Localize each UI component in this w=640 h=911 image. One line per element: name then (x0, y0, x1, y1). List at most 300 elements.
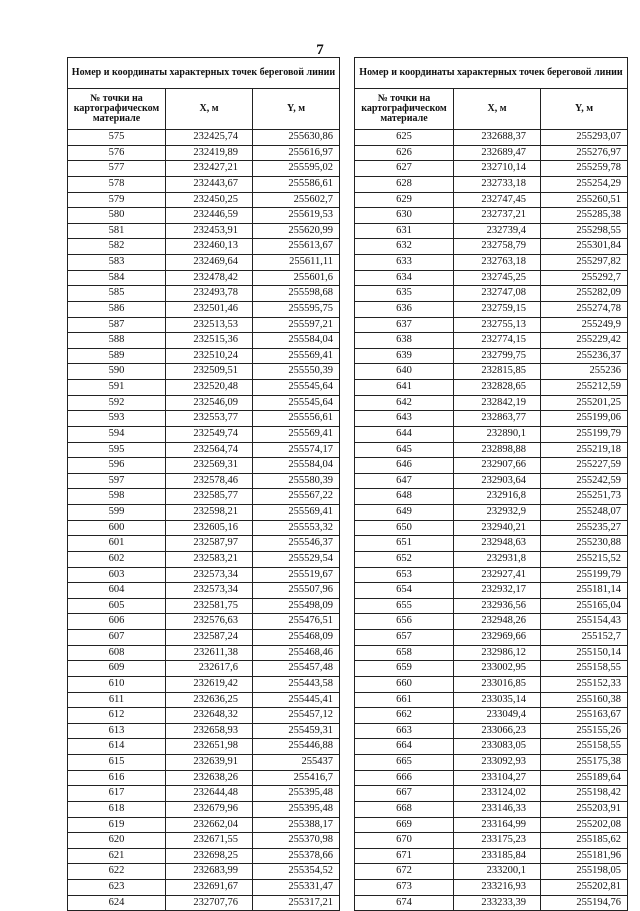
table-body (68, 130, 340, 911)
x-coordinate-cell: 232453,91 (166, 223, 253, 239)
table-row (355, 380, 628, 396)
y-coordinate-cell: 255298,55 (541, 223, 628, 239)
table-row (68, 801, 340, 817)
table-row (355, 505, 628, 521)
point-number-cell: 592 (68, 395, 166, 411)
table-row (355, 130, 628, 146)
table-row (355, 395, 628, 411)
y-coordinate-cell: 255388,17 (253, 817, 340, 833)
table-row (355, 645, 628, 661)
table-row (355, 442, 628, 458)
table-row (355, 348, 628, 364)
y-coordinate-cell: 255446,88 (253, 739, 340, 755)
point-number-cell: 632 (355, 239, 454, 255)
table-row (355, 848, 628, 864)
point-number-cell: 618 (68, 801, 166, 817)
point-number-cell: 653 (355, 567, 454, 583)
table-row (355, 426, 628, 442)
table-row (68, 208, 340, 224)
point-number-cell: 650 (355, 520, 454, 536)
x-coordinate-cell: 232638,26 (166, 770, 253, 786)
coordinates-table-right (354, 57, 628, 911)
point-number-cell: 623 (68, 880, 166, 896)
y-coordinate-cell: 255154,43 (541, 614, 628, 630)
point-number-cell: 584 (68, 270, 166, 286)
table-row (68, 364, 340, 380)
x-coordinate-cell: 232916,8 (454, 489, 541, 505)
x-coordinate-cell: 232605,16 (166, 520, 253, 536)
y-coordinate-cell: 255443,58 (253, 676, 340, 692)
x-coordinate-cell: 232587,97 (166, 536, 253, 552)
y-coordinate-cell: 255236 (541, 364, 628, 380)
table-row (355, 739, 628, 755)
x-coordinate-cell: 233146,33 (454, 801, 541, 817)
table-row (68, 630, 340, 646)
table-row (355, 536, 628, 552)
point-number-cell: 576 (68, 145, 166, 161)
y-coordinate-cell: 255292,7 (541, 270, 628, 286)
point-number-cell: 612 (68, 708, 166, 724)
y-coordinate-cell: 255181,96 (541, 848, 628, 864)
table-row (355, 755, 628, 771)
y-coordinate-cell: 255158,55 (541, 739, 628, 755)
table-row (68, 614, 340, 630)
y-coordinate-cell: 255613,67 (253, 239, 340, 255)
y-coordinate-cell: 255457,12 (253, 708, 340, 724)
table-row (355, 708, 628, 724)
point-number-cell: 640 (355, 364, 454, 380)
x-coordinate-cell: 232745,25 (454, 270, 541, 286)
y-coordinate-cell: 255152,7 (541, 630, 628, 646)
point-number-cell: 667 (355, 786, 454, 802)
table-row (68, 458, 340, 474)
y-coordinate-cell: 255529,54 (253, 551, 340, 567)
table-row (355, 301, 628, 317)
point-number-cell: 661 (355, 692, 454, 708)
y-coordinate-cell: 255354,52 (253, 864, 340, 880)
point-number-cell: 628 (355, 176, 454, 192)
table-row (68, 755, 340, 771)
point-number-cell: 596 (68, 458, 166, 474)
point-number-cell: 642 (355, 395, 454, 411)
x-coordinate-cell: 232739,4 (454, 223, 541, 239)
point-number-cell: 645 (355, 442, 454, 458)
y-coordinate-cell: 255457,48 (253, 661, 340, 677)
table-row (68, 442, 340, 458)
table-row (355, 692, 628, 708)
table-row (355, 255, 628, 271)
table-body (355, 130, 628, 911)
table-row (68, 411, 340, 427)
y-coordinate-cell: 255602,7 (253, 192, 340, 208)
point-number-cell: 616 (68, 770, 166, 786)
y-coordinate-cell: 255630,86 (253, 130, 340, 146)
x-coordinate-cell: 232583,21 (166, 551, 253, 567)
y-coordinate-cell: 255301,84 (541, 239, 628, 255)
y-coordinate-cell: 255198,05 (541, 864, 628, 880)
point-number-cell: 603 (68, 567, 166, 583)
table-row (68, 598, 340, 614)
table-row (68, 348, 340, 364)
table-row (68, 708, 340, 724)
x-coordinate-cell: 232636,25 (166, 692, 253, 708)
x-coordinate-cell: 232948,26 (454, 614, 541, 630)
table-row (355, 614, 628, 630)
point-number-cell: 665 (355, 755, 454, 771)
x-coordinate-cell: 232443,67 (166, 176, 253, 192)
point-number-cell: 648 (355, 489, 454, 505)
x-coordinate-cell: 232546,09 (166, 395, 253, 411)
table-title: Номер и координаты характерных точек береговой линии (355, 58, 628, 89)
point-number-cell: 655 (355, 598, 454, 614)
column-header-point-number: № точки на картографическом материале (68, 89, 166, 130)
point-number-cell: 583 (68, 255, 166, 271)
x-coordinate-cell: 232573,34 (166, 583, 253, 599)
table-row (68, 473, 340, 489)
point-number-cell: 647 (355, 473, 454, 489)
column-header-point-number: № точки на картографическом материале (355, 89, 454, 130)
point-number-cell: 586 (68, 301, 166, 317)
point-number-cell: 581 (68, 223, 166, 239)
y-coordinate-cell: 255175,38 (541, 755, 628, 771)
y-coordinate-cell: 255476,51 (253, 614, 340, 630)
x-coordinate-cell: 232689,47 (454, 145, 541, 161)
y-coordinate-cell: 255248,07 (541, 505, 628, 521)
x-coordinate-cell: 233175,23 (454, 833, 541, 849)
y-coordinate-cell: 255235,27 (541, 520, 628, 536)
y-coordinate-cell: 255569,41 (253, 348, 340, 364)
table-row (68, 176, 340, 192)
table-row (68, 770, 340, 786)
y-coordinate-cell: 255550,39 (253, 364, 340, 380)
x-coordinate-cell: 232863,77 (454, 411, 541, 427)
point-number-cell: 666 (355, 770, 454, 786)
x-coordinate-cell: 233035,14 (454, 692, 541, 708)
x-coordinate-cell: 232619,42 (166, 676, 253, 692)
y-coordinate-cell: 255437 (253, 755, 340, 771)
point-number-cell: 639 (355, 348, 454, 364)
table-row (68, 676, 340, 692)
table-row (68, 536, 340, 552)
table-row (68, 567, 340, 583)
x-coordinate-cell: 232691,67 (166, 880, 253, 896)
x-coordinate-cell: 232932,17 (454, 583, 541, 599)
x-coordinate-cell: 232469,64 (166, 255, 253, 271)
y-coordinate-cell: 255597,21 (253, 317, 340, 333)
point-number-cell: 641 (355, 380, 454, 396)
y-coordinate-cell: 255586,61 (253, 176, 340, 192)
table-row (68, 692, 340, 708)
y-coordinate-cell: 255155,26 (541, 723, 628, 739)
point-number-cell: 635 (355, 286, 454, 302)
x-coordinate-cell: 232576,63 (166, 614, 253, 630)
y-coordinate-cell: 255595,02 (253, 161, 340, 177)
y-coordinate-cell: 255546,37 (253, 536, 340, 552)
y-coordinate-cell: 255236,37 (541, 348, 628, 364)
x-coordinate-cell: 232759,15 (454, 301, 541, 317)
point-number-cell: 662 (355, 708, 454, 724)
x-coordinate-cell: 232931,8 (454, 551, 541, 567)
x-coordinate-cell: 232986,12 (454, 645, 541, 661)
table-row (355, 598, 628, 614)
table-row (355, 317, 628, 333)
table-row (68, 161, 340, 177)
point-number-cell: 594 (68, 426, 166, 442)
table-row (68, 333, 340, 349)
point-number-cell: 611 (68, 692, 166, 708)
y-coordinate-cell: 255331,47 (253, 880, 340, 896)
y-coordinate-cell: 255219,18 (541, 442, 628, 458)
point-number-cell: 601 (68, 536, 166, 552)
column-header-x: X, м (454, 89, 541, 130)
point-number-cell: 624 (68, 895, 166, 911)
table-row (355, 520, 628, 536)
x-coordinate-cell: 232478,42 (166, 270, 253, 286)
y-coordinate-cell: 255212,59 (541, 380, 628, 396)
y-coordinate-cell: 255215,52 (541, 551, 628, 567)
point-number-cell: 670 (355, 833, 454, 849)
y-coordinate-cell: 255201,25 (541, 395, 628, 411)
point-number-cell: 590 (68, 364, 166, 380)
table-row (68, 848, 340, 864)
x-coordinate-cell: 232553,77 (166, 411, 253, 427)
y-coordinate-cell: 255519,67 (253, 567, 340, 583)
y-coordinate-cell: 255202,81 (541, 880, 628, 896)
x-coordinate-cell: 232969,66 (454, 630, 541, 646)
x-coordinate-cell: 232611,38 (166, 645, 253, 661)
table-row (355, 895, 628, 911)
x-coordinate-cell: 232520,48 (166, 380, 253, 396)
x-coordinate-cell: 232815,85 (454, 364, 541, 380)
table-row (68, 255, 340, 271)
point-number-cell: 582 (68, 239, 166, 255)
table-row (68, 239, 340, 255)
x-coordinate-cell: 232509,51 (166, 364, 253, 380)
point-number-cell: 599 (68, 505, 166, 521)
x-coordinate-cell: 232598,21 (166, 505, 253, 521)
table-row (355, 770, 628, 786)
point-number-cell: 659 (355, 661, 454, 677)
point-number-cell: 669 (355, 817, 454, 833)
y-coordinate-cell: 255199,79 (541, 426, 628, 442)
y-coordinate-cell: 255556,61 (253, 411, 340, 427)
table-row (68, 426, 340, 442)
y-coordinate-cell: 255203,91 (541, 801, 628, 817)
x-coordinate-cell: 232515,36 (166, 333, 253, 349)
coordinates-table-left (67, 57, 340, 911)
point-number-cell: 578 (68, 176, 166, 192)
point-number-cell: 604 (68, 583, 166, 599)
table-row (68, 786, 340, 802)
point-number-cell: 626 (355, 145, 454, 161)
point-number-cell: 575 (68, 130, 166, 146)
x-coordinate-cell: 232658,93 (166, 723, 253, 739)
y-coordinate-cell: 255158,55 (541, 661, 628, 677)
y-coordinate-cell: 255202,08 (541, 817, 628, 833)
table-row (355, 676, 628, 692)
table-row (355, 567, 628, 583)
x-coordinate-cell: 232662,04 (166, 817, 253, 833)
x-coordinate-cell: 232578,46 (166, 473, 253, 489)
x-coordinate-cell: 232425,74 (166, 130, 253, 146)
table-row (68, 130, 340, 146)
x-coordinate-cell: 233016,85 (454, 676, 541, 692)
table-row (355, 411, 628, 427)
y-coordinate-cell: 255160,38 (541, 692, 628, 708)
point-number-cell: 652 (355, 551, 454, 567)
point-number-cell: 613 (68, 723, 166, 739)
x-coordinate-cell: 232907,66 (454, 458, 541, 474)
x-coordinate-cell: 233233,39 (454, 895, 541, 911)
x-coordinate-cell: 232948,63 (454, 536, 541, 552)
point-number-cell: 663 (355, 723, 454, 739)
y-coordinate-cell: 255260,51 (541, 192, 628, 208)
table-row (68, 520, 340, 536)
y-coordinate-cell: 255574,17 (253, 442, 340, 458)
point-number-cell: 634 (355, 270, 454, 286)
point-number-cell: 637 (355, 317, 454, 333)
point-number-cell: 588 (68, 333, 166, 349)
point-number-cell: 660 (355, 676, 454, 692)
point-number-cell: 622 (68, 864, 166, 880)
x-coordinate-cell: 232587,24 (166, 630, 253, 646)
y-coordinate-cell: 255584,04 (253, 458, 340, 474)
point-number-cell: 600 (68, 520, 166, 536)
table-row (68, 895, 340, 911)
point-number-cell: 602 (68, 551, 166, 567)
table-row (355, 583, 628, 599)
x-coordinate-cell: 232710,14 (454, 161, 541, 177)
point-number-cell: 668 (355, 801, 454, 817)
point-number-cell: 608 (68, 645, 166, 661)
x-coordinate-cell: 233124,02 (454, 786, 541, 802)
x-coordinate-cell: 233185,84 (454, 848, 541, 864)
table-row (68, 880, 340, 896)
y-coordinate-cell: 255611,11 (253, 255, 340, 271)
point-number-cell: 638 (355, 333, 454, 349)
y-coordinate-cell: 255619,53 (253, 208, 340, 224)
y-coordinate-cell: 255468,46 (253, 645, 340, 661)
table-row (355, 458, 628, 474)
x-coordinate-cell: 232450,25 (166, 192, 253, 208)
x-coordinate-cell: 233104,27 (454, 770, 541, 786)
point-number-cell: 606 (68, 614, 166, 630)
table-row (355, 864, 628, 880)
y-coordinate-cell: 255293,07 (541, 130, 628, 146)
x-coordinate-cell: 233216,93 (454, 880, 541, 896)
table-row (68, 317, 340, 333)
y-coordinate-cell: 255150,14 (541, 645, 628, 661)
table-row (355, 364, 628, 380)
point-number-cell: 646 (355, 458, 454, 474)
y-coordinate-cell: 255616,97 (253, 145, 340, 161)
page-number: 7 (316, 42, 324, 58)
point-number-cell: 597 (68, 473, 166, 489)
x-coordinate-cell: 232733,18 (454, 176, 541, 192)
y-coordinate-cell: 255194,76 (541, 895, 628, 911)
table-row (355, 239, 628, 255)
table-row (68, 583, 340, 599)
point-number-cell: 629 (355, 192, 454, 208)
x-coordinate-cell: 233200,1 (454, 864, 541, 880)
table-row (355, 833, 628, 849)
x-coordinate-cell: 233049,4 (454, 708, 541, 724)
x-coordinate-cell: 233164,99 (454, 817, 541, 833)
x-coordinate-cell: 232936,56 (454, 598, 541, 614)
table-row (68, 301, 340, 317)
y-coordinate-cell: 255199,79 (541, 567, 628, 583)
y-coordinate-cell: 255545,64 (253, 395, 340, 411)
point-number-cell: 631 (355, 223, 454, 239)
y-coordinate-cell: 255416,7 (253, 770, 340, 786)
x-coordinate-cell: 232737,21 (454, 208, 541, 224)
table-row (68, 645, 340, 661)
table-row (68, 505, 340, 521)
table-row (355, 473, 628, 489)
x-coordinate-cell: 232940,21 (454, 520, 541, 536)
x-coordinate-cell: 232460,13 (166, 239, 253, 255)
point-number-cell: 664 (355, 739, 454, 755)
table-row (68, 723, 340, 739)
x-coordinate-cell: 232890,1 (454, 426, 541, 442)
table-row (68, 833, 340, 849)
point-number-cell: 633 (355, 255, 454, 271)
y-coordinate-cell: 255580,39 (253, 473, 340, 489)
y-coordinate-cell: 255251,73 (541, 489, 628, 505)
table-row (68, 739, 340, 755)
table-title: Номер и координаты характерных точек береговой линии (68, 58, 340, 89)
table-row (355, 286, 628, 302)
point-number-cell: 614 (68, 739, 166, 755)
point-number-cell: 617 (68, 786, 166, 802)
y-coordinate-cell: 255185,62 (541, 833, 628, 849)
table-row (355, 801, 628, 817)
x-coordinate-cell: 232927,41 (454, 567, 541, 583)
point-number-cell: 671 (355, 848, 454, 864)
table-row (355, 786, 628, 802)
y-coordinate-cell: 255507,96 (253, 583, 340, 599)
x-coordinate-cell: 232573,34 (166, 567, 253, 583)
x-coordinate-cell: 232513,53 (166, 317, 253, 333)
point-number-cell: 672 (355, 864, 454, 880)
y-coordinate-cell: 255198,42 (541, 786, 628, 802)
y-coordinate-cell: 255553,32 (253, 520, 340, 536)
point-number-cell: 625 (355, 130, 454, 146)
table-row (68, 270, 340, 286)
y-coordinate-cell: 255569,41 (253, 505, 340, 521)
y-coordinate-cell: 255165,04 (541, 598, 628, 614)
x-coordinate-cell: 232903,64 (454, 473, 541, 489)
table-row (68, 395, 340, 411)
column-header-x: X, м (166, 89, 253, 130)
table-row (355, 489, 628, 505)
point-number-cell: 627 (355, 161, 454, 177)
point-number-cell: 579 (68, 192, 166, 208)
table-row (355, 145, 628, 161)
table-row (355, 551, 628, 567)
point-number-cell: 591 (68, 380, 166, 396)
y-coordinate-cell: 255395,48 (253, 786, 340, 802)
x-coordinate-cell: 232688,37 (454, 130, 541, 146)
point-number-cell: 610 (68, 676, 166, 692)
x-coordinate-cell: 232747,08 (454, 286, 541, 302)
y-coordinate-cell: 255545,64 (253, 380, 340, 396)
table-row (68, 192, 340, 208)
point-number-cell: 654 (355, 583, 454, 599)
x-coordinate-cell: 232747,45 (454, 192, 541, 208)
y-coordinate-cell: 255378,66 (253, 848, 340, 864)
y-coordinate-cell: 255598,68 (253, 286, 340, 302)
